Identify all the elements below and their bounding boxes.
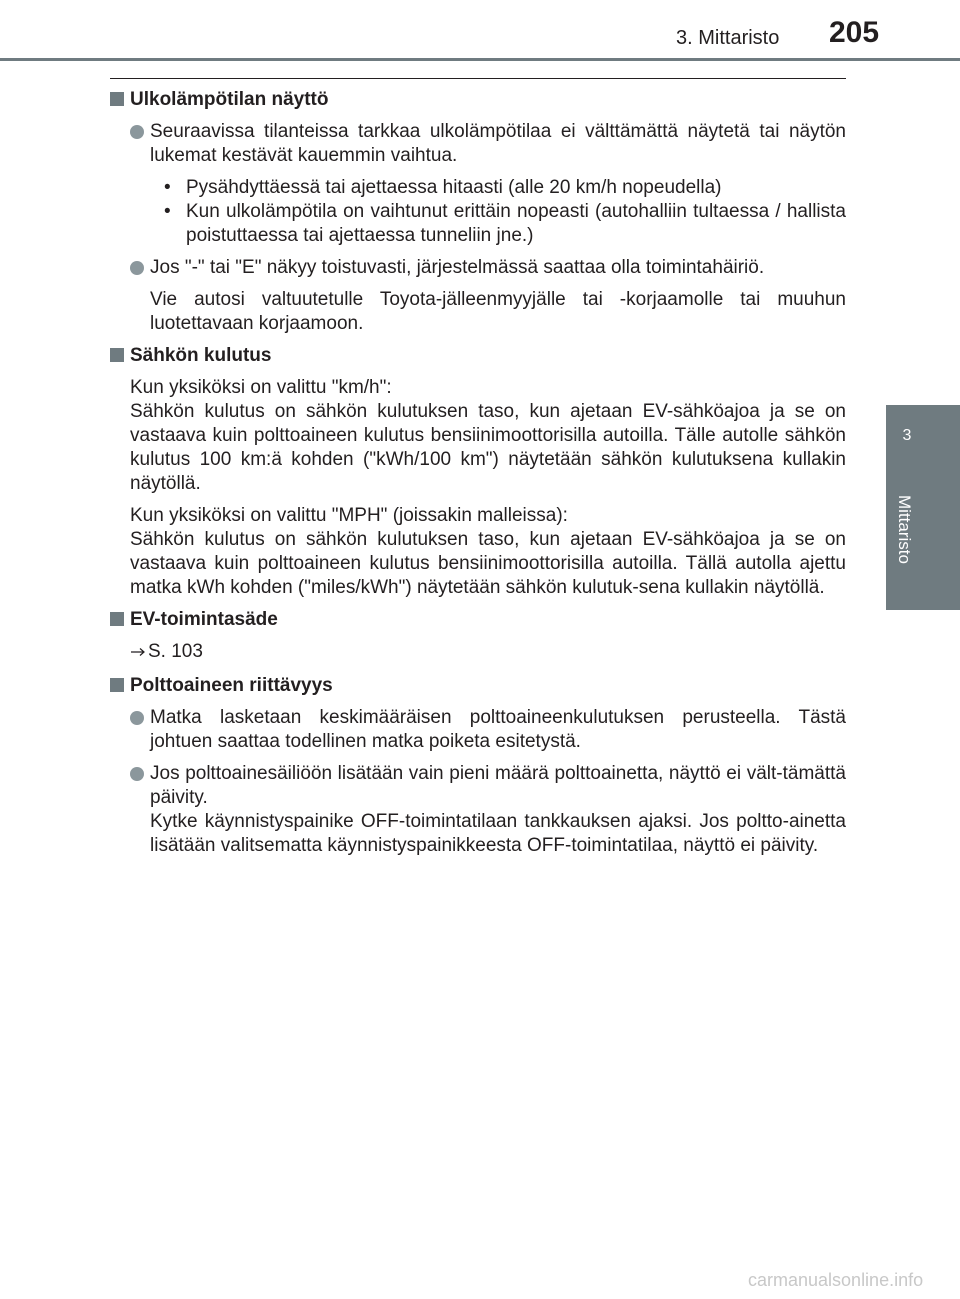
bullet-item: Seuraavissa tilanteissa tarkkaa ulkolämpötilaa ei välttämättä näytetä tai näytön lukemat kestävät kauemmin vaihtua. — [110, 120, 846, 168]
paragraph: Vie autosi valtuutetulle Toyota-jälleenmyyjälle tai -korjaamolle tai muuhun luotettavaan korjaamoon. — [150, 289, 846, 334]
chapter-title: 3. Mittaristo — [676, 27, 780, 49]
header-rule — [0, 58, 960, 61]
circle-bullet-icon — [130, 711, 144, 725]
page-number: 205 — [829, 16, 880, 49]
chapter-side-tab[interactable] — [886, 405, 960, 610]
section-heading-ev-range: EV-toimintasäde — [110, 608, 846, 632]
content-top-rule — [110, 78, 846, 79]
dot-bullet-icon: • — [164, 177, 171, 198]
paragraph: Kun yksiköksi on valittu "MPH" (joissakin malleissa): Sähkön kulutus on sähkön kulutuksen taso, kun ajetaan EV-sähköajoa ja se on vastaava kuin polttoaineen kulutus bensiinimoottorisilla autoilla. Tällä autolla ajettu matka kWh kohden ("miles/kWh") näytetään sähkön kulutuk-sena kullakin näytöllä. — [130, 505, 846, 598]
square-bullet-icon — [110, 348, 124, 362]
sub-list — [110, 176, 846, 248]
square-bullet-icon — [110, 92, 124, 106]
paragraph: Kun yksiköksi on valittu "km/h": Sähkön kulutus on sähkön kulutuksen taso, kun ajetaan EV-sähköajoa ja se on vastaava kuin polttoaineen kulutus bensiinimoottorisilla autoilla. Tälle autolle sähkön kulutus 100 km:ä kohden ("kWh/100 km") näytetään sähkön kulutuksena kullakin näytöllä. — [130, 377, 846, 494]
section-heading-electricity-consumption: Sähkön kulutus — [110, 344, 846, 368]
sub-list-item: • Kun ulkolämpötila on vaihtunut erittäin nopeasti (autohalliin tultaessa / hallista poistuttaessa tai ajettaessa tunneliin jne.) — [164, 201, 846, 246]
arrow-right-icon — [130, 640, 146, 664]
page-reference-text: S. 103 — [148, 641, 203, 662]
square-bullet-icon — [110, 612, 124, 626]
bullet-item: Jos "-" tai "E" näkyy toistuvasti, järjestelmässä saattaa olla toimintahäiriö. — [110, 256, 846, 280]
circle-bullet-icon — [130, 767, 144, 781]
page-reference[interactable] — [110, 640, 846, 664]
section-heading-fuel-range: Polttoaineen riittävyys — [110, 674, 846, 698]
dot-bullet-icon: • — [164, 201, 171, 222]
square-bullet-icon — [110, 678, 124, 692]
watermark: carmanualsonline.info — [748, 1270, 924, 1290]
circle-bullet-icon — [130, 125, 144, 139]
bullet-item: Jos polttoainesäiliöön lisätään vain pieni määrä polttoainetta, näyttö ei vält-tämättä päivity. — [110, 762, 846, 810]
bullet-item: Matka lasketaan keskimääräisen polttoaineenkulutuksen perusteella. Tästä johtuen saattaa todellinen matka poiketa esitetystä. — [110, 706, 846, 754]
section-heading-outside-temp: Ulkolämpötilan näyttö — [110, 88, 846, 112]
side-tab-number: 3 — [902, 427, 912, 444]
paragraph: Kytke käynnistyspainike OFF-toimintatilaan tankkauksen ajaksi. Jos poltto-ainetta lisätään valitsematta käynnistyspainikkeesta OFF-toimintatilaa, näyttö ei päivity. — [150, 811, 846, 856]
side-tab-label: Mittaristo — [895, 495, 914, 564]
sub-list-item: • Pysähdyttäessä tai ajettaessa hitaasti (alle 20 km/h nopeudella) — [164, 177, 722, 198]
page-content — [110, 88, 846, 866]
circle-bullet-icon — [130, 261, 144, 275]
